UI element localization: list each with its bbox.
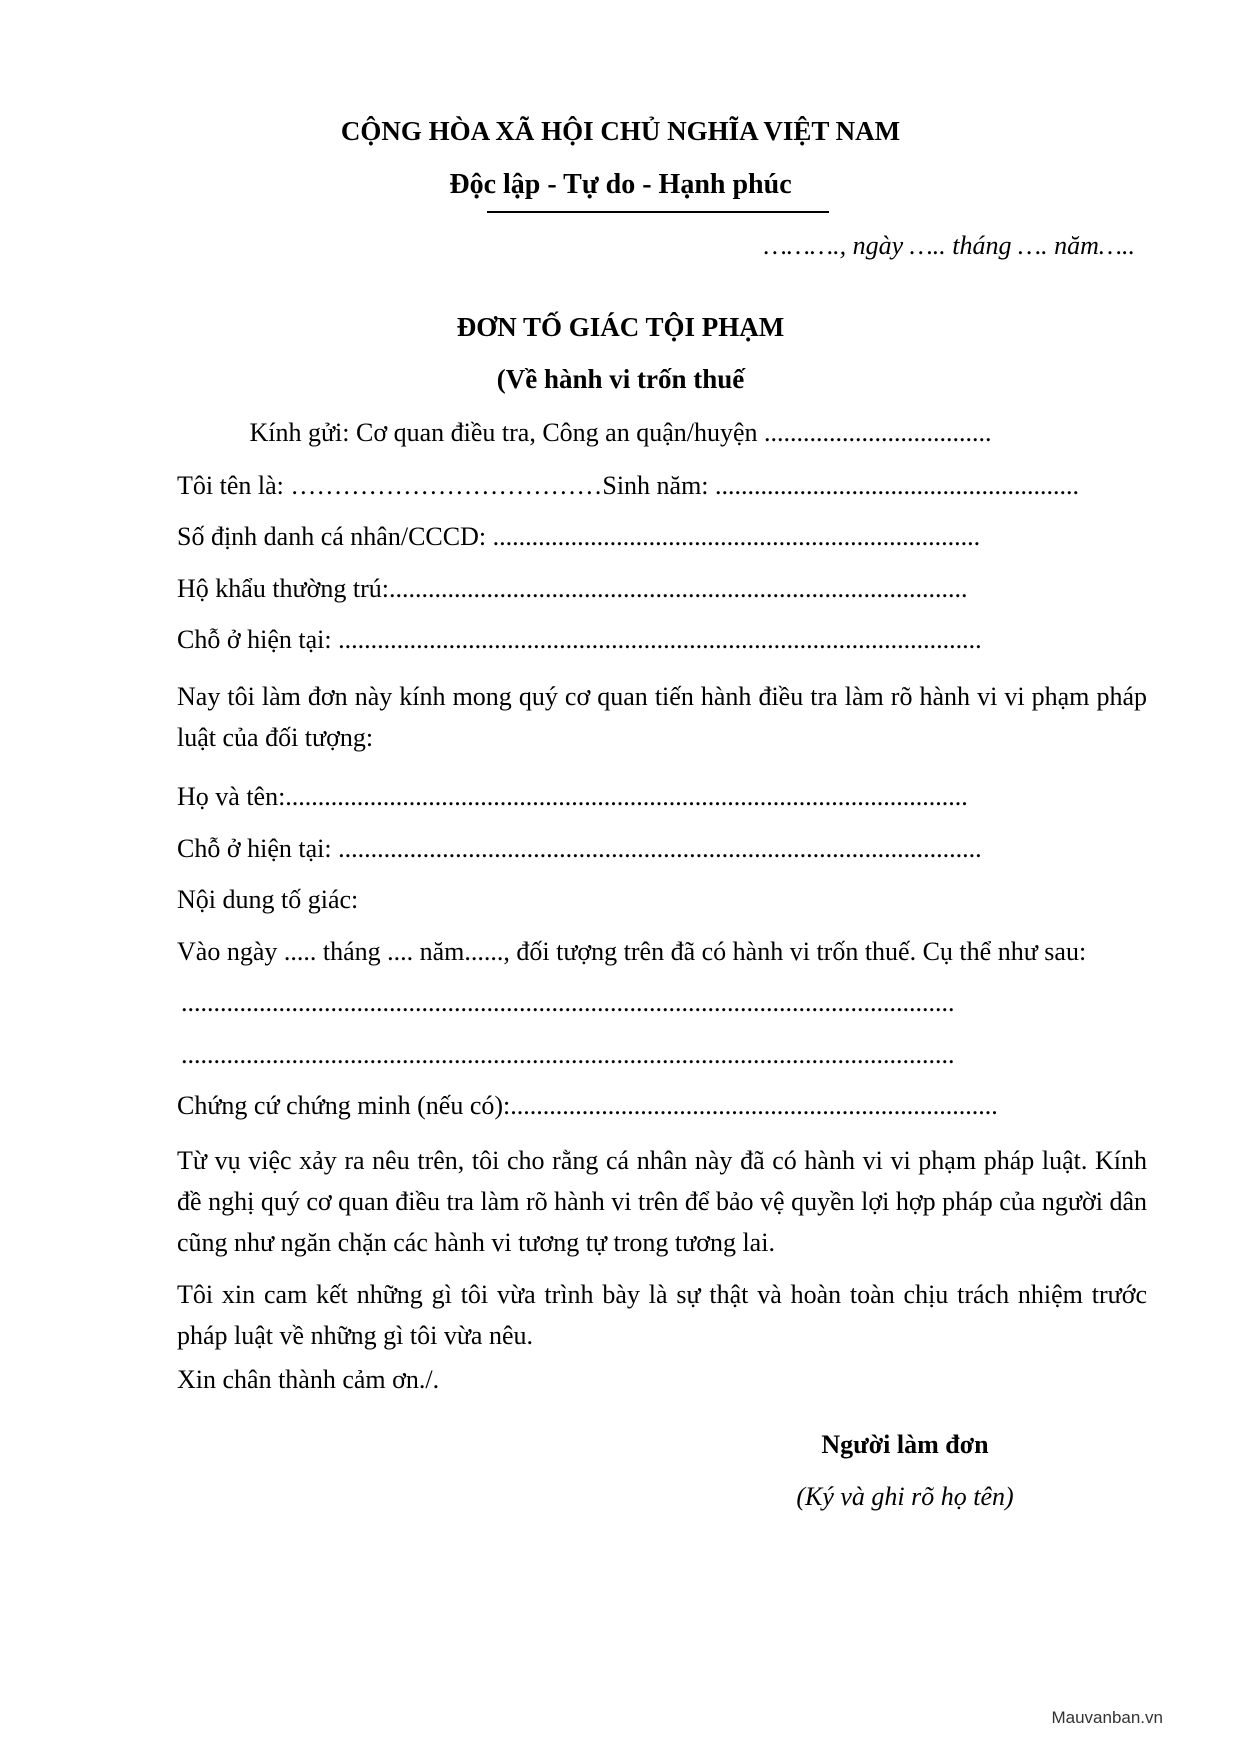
place-date-line: ………., ngày ….. tháng …. năm….. — [763, 231, 1135, 260]
commitment-text: Tôi xin cam kết những gì tôi vừa trình bày là sự thật và hoàn toàn chịu trách nhiệm trước pháp luật về những gì tôi vừa nêu. — [177, 1280, 1147, 1350]
reporter-household-field: Hộ khẩu thường trú:......................................................................................... — [177, 574, 968, 603]
document-subtitle: (Về hành vi trốn thuế — [496, 364, 745, 394]
report-blank-line: ....................................................................................................................... — [181, 988, 955, 1017]
commitment-paragraph — [177, 1274, 1147, 1356]
request-paragraph — [177, 676, 1147, 758]
closing-text: Từ vụ việc xảy ra nêu trên, tôi cho rằng cá nhân này đã có hành vi vi phạm pháp luật. Kính đề nghị quý cơ quan điều tra làm rõ hành vi trên để bảo vệ quyền lợi hợp pháp của người dân cũng như ngăn chặn các hành vi tương tự trong tương lai. — [177, 1146, 1147, 1257]
recipient-line: Kính gửi: Cơ quan điều tra, Công an quận/huyện ................................... — [249, 418, 992, 447]
national-motto: Độc lập - Tự do - Hạnh phúc — [449, 169, 792, 200]
watermark: Mauvanban.vn — [1051, 1708, 1163, 1727]
document-title: ĐƠN TỐ GIÁC TỘI PHẠM — [456, 312, 785, 342]
signature-title: Người làm đơn — [821, 1430, 989, 1459]
motto-underline — [487, 211, 829, 213]
signature-note: (Ký và ghi rõ họ tên) — [796, 1482, 1014, 1511]
report-blank-line: ....................................................................................................................... — [181, 1040, 955, 1069]
request-text: Nay tôi làm đơn này kính mong quý cơ quan tiến hành điều tra làm rõ hành vi vi phạm pháp luật của đối tượng: — [177, 682, 1147, 752]
reporter-id-field: Số định danh cá nhân/CCCD: ........................................................................... — [177, 522, 981, 551]
report-date-sentence: Vào ngày ..... tháng .... năm......, đối tượng trên đã có hành vi trốn thuế. Cụ thể như sau: — [177, 937, 1087, 966]
subject-residence-field: Chỗ ở hiện tại: ................................................................................................... — [177, 834, 982, 863]
evidence-field: Chứng cứ chứng minh (nếu có):........................................................................... — [177, 1091, 998, 1120]
report-heading: Nội dung tố giác: — [177, 885, 359, 914]
closing-paragraph — [177, 1140, 1147, 1263]
national-title: CỘNG HÒA XÃ HỘI CHỦ NGHĨA VIỆT NAM — [340, 116, 901, 146]
reporter-name-field: Tôi tên là: ………………………………Sinh năm: ........................................................ — [177, 471, 1080, 500]
thanks-line: Xin chân thành cảm ơn./. — [177, 1365, 440, 1394]
subject-name-field: Họ và tên:......................................................................................................... — [177, 782, 968, 811]
reporter-residence-field: Chỗ ở hiện tại: ................................................................................................... — [177, 625, 982, 654]
